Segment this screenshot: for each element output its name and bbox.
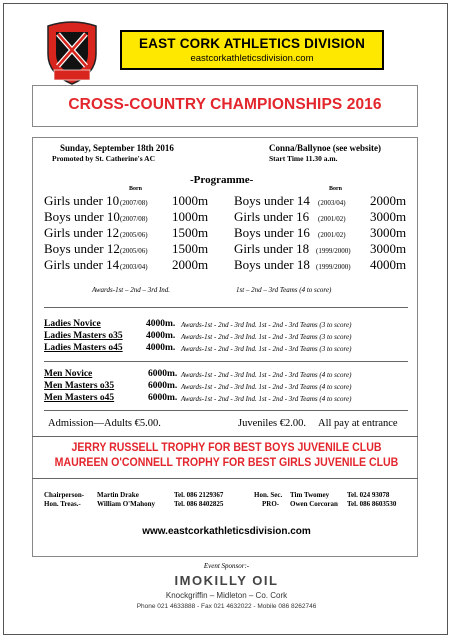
event-born: (2005/06) (120, 231, 148, 239)
event-born: (2007/08) (120, 199, 148, 207)
event-born: (2003/04) (318, 199, 346, 207)
event-distance: 1500m (172, 241, 209, 256)
category-name: Ladies Novice (44, 319, 101, 329)
event-name: Girls under 16 (234, 209, 310, 224)
event-born: (2001/02) (318, 231, 346, 239)
category-awards: Awards-1st - 2nd - 3rd Ind. 1st - 2nd - 3rd Teams (4 to score) (181, 395, 352, 403)
officer-tel: Tel. 086 8603530 (347, 500, 397, 508)
category-distance: 6000m. (148, 393, 178, 403)
event-name: Girls under 10 (44, 193, 120, 208)
divider (32, 436, 418, 437)
sponsor-address: Knockgriffin – Midleton – Co. Cork (165, 591, 288, 600)
sponsor-phones: Phone 021 4633888 - Fax 021 4632022 - Mobile 086 8262746 (136, 603, 317, 610)
page-title: CROSS-COUNTRY CHAMPIONSHIPS 2016 (68, 96, 382, 113)
event-distance: 3000m (370, 209, 407, 224)
division-url[interactable]: eastcorkathleticsdivision.com (190, 53, 314, 64)
category-name: Men Novice (44, 369, 93, 379)
officer-role: Chairperson- (44, 491, 85, 499)
shield-logo-icon (40, 20, 104, 86)
officer-name: Martin Drake (97, 491, 139, 499)
event-distance: 1000m (172, 193, 209, 208)
category-name: Ladies Masters o45 (44, 343, 123, 353)
admission-juveniles: Juveniles €2.00. (238, 418, 306, 429)
trophy-girls: MAUREEN O'CONNELL TROPHY FOR BEST GIRLS JUVENILE CLUB (54, 457, 399, 469)
event-born: (2003/04) (120, 263, 148, 271)
division-name: EAST CORK ATHLETICS DIVISION (138, 36, 366, 51)
juvenile-awards-teams: 1st – 2nd – 3rd Teams (4 to score) (236, 286, 332, 294)
admission-note: All pay at entrance (318, 418, 398, 429)
category-name: Ladies Masters o35 (44, 331, 123, 341)
event-distance: 2000m (370, 193, 407, 208)
officer-role: PRO- (262, 500, 280, 508)
officer-name: Owen Corcoran (290, 500, 338, 508)
start-time: Start Time 11.30 a.m. (269, 154, 338, 163)
category-distance: 4000m. (146, 331, 176, 341)
category-distance: 4000m. (146, 319, 176, 329)
sponsor-name: IMOKILLY OIL (174, 573, 279, 588)
event-name: Boys under 12 (44, 241, 120, 256)
event-distance: 1000m (172, 209, 209, 224)
juvenile-awards-individual: Awards-1st – 2nd – 3rd Ind. (92, 286, 171, 294)
event-distance: 1500m (172, 225, 209, 240)
event-distance: 4000m (370, 257, 407, 272)
event-name: Girls under 18 (234, 241, 310, 256)
category-awards: Awards-1st - 2nd - 3rd Ind. 1st - 2nd - 3rd Teams (4 to score) (181, 371, 352, 379)
event-distance: 3000m (370, 225, 407, 240)
division-banner (120, 30, 384, 70)
divider (44, 361, 408, 362)
event-born: (2007/08) (120, 215, 148, 223)
event-name: Boys under 16 (234, 225, 310, 240)
officer-role: Hon. Treas.- (44, 500, 81, 508)
trophy-boys: JERRY RUSSELL TROPHY FOR BEST BOYS JUVENILE CLUB (71, 442, 382, 454)
event-name: Boys under 14 (234, 193, 310, 208)
divider (32, 478, 418, 479)
event-born: (1999/2000) (316, 247, 351, 255)
promoted-by: Promoted by St. Catherine's AC (52, 154, 155, 163)
admission-adults: Admission—Adults €5.00. (48, 418, 161, 429)
divider (44, 410, 408, 411)
programme-heading: -Programme- (190, 174, 254, 186)
category-distance: 4000m. (146, 343, 176, 353)
category-awards: Awards-1st - 2nd - 3rd Ind. 1st - 2nd - 3rd Teams (3 to score) (181, 333, 352, 341)
website-link[interactable]: www.eastcorkathleticsdivision.com (142, 526, 311, 537)
event-name: Boys under 10 (44, 209, 120, 224)
category-distance: 6000m. (148, 369, 178, 379)
event-name: Girls under 12 (44, 225, 120, 240)
event-distance: 3000m (370, 241, 407, 256)
category-awards: Awards-1st - 2nd - 3rd Ind. 1st - 2nd - 3rd Teams (4 to score) (181, 383, 352, 391)
event-date: Sunday, September 18th 2016 (60, 143, 174, 153)
event-born: (2005/06) (120, 247, 148, 255)
event-name: Girls under 14 (44, 257, 120, 272)
officer-tel: Tel. 024 93078 (347, 491, 390, 499)
officer-tel: Tel. 086 2129367 (174, 491, 224, 499)
event-born: (1999/2000) (316, 263, 351, 271)
event-name: Boys under 18 (234, 257, 310, 272)
category-name: Men Masters o45 (44, 393, 115, 403)
category-distance: 6000m. (148, 381, 178, 391)
division-logo (40, 20, 104, 86)
venue: Conna/Ballynoe (see website) (269, 143, 381, 153)
born-label-right: Born (329, 186, 343, 192)
divider (44, 307, 408, 308)
event-born: (2001/02) (318, 215, 346, 223)
officer-role: Hon. Sec. (254, 491, 283, 499)
category-awards: Awards-1st - 2nd - 3rd Ind. 1st - 2nd - 3rd Teams (3 to score) (181, 345, 352, 353)
officer-tel: Tel. 086 8402825 (174, 500, 224, 508)
officer-name: Tim Twomey (290, 491, 330, 499)
category-awards: Awards-1st - 2nd - 3rd Ind. 1st - 2nd - 3rd Teams (3 to score) (181, 321, 352, 329)
born-label-left: Born (129, 186, 143, 192)
title-box (32, 85, 418, 127)
officer-name: William O'Mahony (97, 500, 156, 508)
event-distance: 2000m (172, 257, 209, 272)
sponsor-label: Event Sponsor:- (203, 562, 250, 570)
category-name: Men Masters o35 (44, 381, 115, 391)
